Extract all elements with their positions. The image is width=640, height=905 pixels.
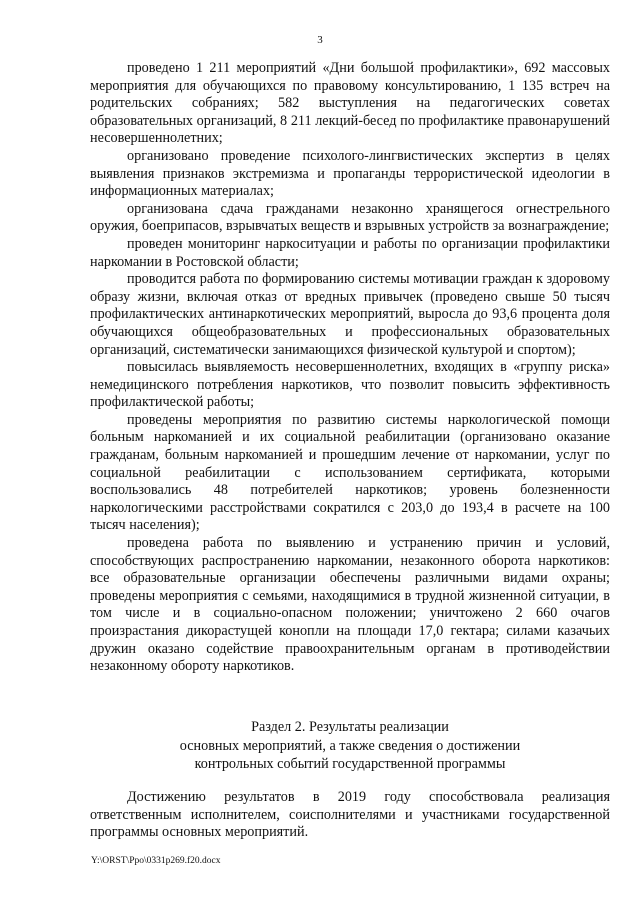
page-number: 3 — [317, 34, 323, 46]
closing-section — [90, 789, 610, 842]
paragraph-healthy-lifestyle: проводится работа по формированию системы мотивации граждан к здоровому образу жизни, включая отказ от вредных привычек (проведено свыше 50 тысяч профилактических антинаркотических мероприятий, выросла до 93,6 процента доля обучающихся общеобразовательных и профессиональных образовательных организаций, систематически занимающихся физической культурой и спортом); — [90, 271, 610, 358]
footer-file-path: Y:\ORST\Ppo\0331p269.f20.docx — [91, 856, 221, 866]
body-text — [90, 60, 610, 676]
paragraph-risk-group: повысилась выявляемость несовершеннолетних, входящих в «группу риска» немедицинского потребления наркотиков, что позволит повысить эффективность профилактической работы; — [90, 359, 610, 411]
paragraph-prevention-events: проведено 1 211 мероприятий «Дни большой профилактики», 692 массовых мероприятия для обучающихся по правовому консультированию, 1 135 встреч на родительских собраниях; 582 выступления на педагогических советах образовательных организаций, 8 211 лекций-бесед по профилактике правонарушений несовершеннолетних; — [90, 60, 610, 147]
paragraph-causes-elimination: проведена работа по выявлению и устранению причин и условий, способствующих распространению наркомании, незаконного оборота наркотиков: все образовательные организации обеспечены различными видами охраны; проведены мероприятия с семьями, находящимися в трудной жизненной ситуации, в том числе и в социально-опасном положении; уничтожено 2 660 очагов произрастания дикорастущей конопли на площади 17,0 гектара; силами казачьих дружин оказано содействие правоохранительным органам в противодействии незаконному обороту наркотиков. — [90, 535, 610, 675]
paragraph-expert-examinations: организовано проведение психолого-лингвистических экспертиз в целях выявления признаков экстремизма и пропаганды террористической идеологии в информационных материалах; — [90, 147, 610, 200]
paragraph-rehabilitation: проведены мероприятия по развитию системы наркологической помощи больным наркоманией и их социальной реабилитации (организовано оказание гражданам, больным наркоманией и прошедшим лечение от наркомании, услуг по социальной реабилитации с использованием сертификата, которыми воспользовались 48 потребителей наркотиков; уровень болезненности наркологическими расстройствами сократился с 203,0 до 193,4 в расчете на 100 тысяч населения); — [90, 411, 610, 534]
paragraph-drug-monitoring: проведен мониторинг наркоситуации и работы по организации профилактики наркомании в Ростовской области; — [90, 235, 610, 270]
section-heading-line: Раздел 2. Результаты реализации — [251, 719, 449, 735]
paragraph-results: Достижению результатов в 2019 году способствовала реализация ответственным исполнителем, соисполнителями и участниками государственной программы основных мероприятий. — [90, 789, 610, 841]
paragraph-weapons-surrender: организована сдача гражданами незаконно хранящегося огнестрельного оружия, боеприпасов, взрывчатых веществ и взрывных устройств за вознаграждение; — [90, 200, 610, 235]
section-heading-line: контрольных событий государственной программы — [194, 756, 506, 772]
section-heading — [90, 718, 610, 774]
section-heading-line: основных мероприятий, а также сведения о достижении — [179, 737, 521, 754]
